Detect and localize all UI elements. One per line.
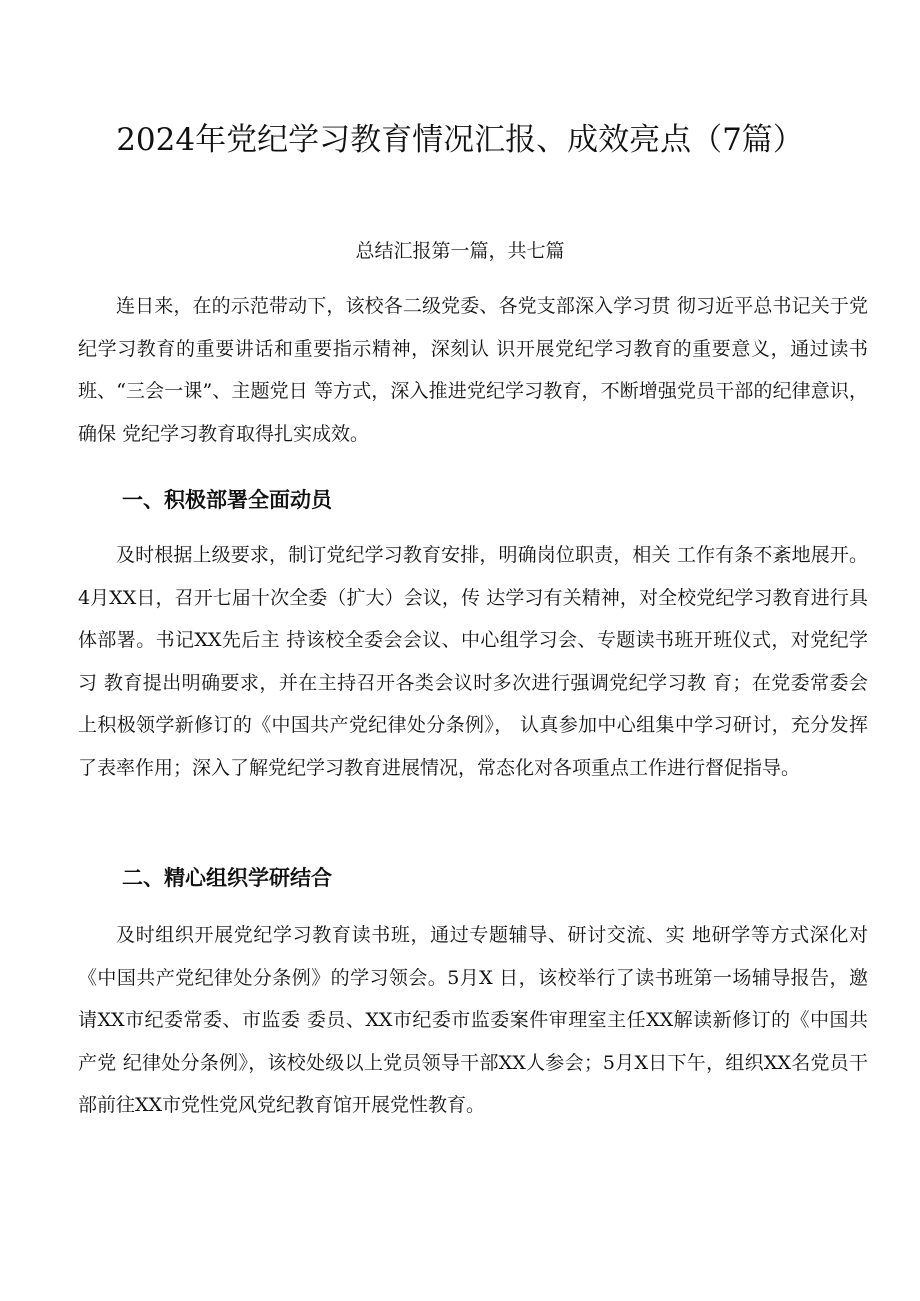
page-title: 2024年党纪学习教育情况汇报、成效亮点（7篇）: [116, 122, 804, 158]
section-heading-2: 二、精心组织学研结合: [122, 866, 332, 890]
section-heading-1: 一、积极部署全面动员: [122, 488, 332, 512]
document-subtitle: 总结汇报第一篇，共七篇: [355, 240, 565, 262]
section-paragraph-1: 及时根据上级要求，制订党纪学习教育安排，明确岗位职责，相关 工作有条不紊地展开。4月XX日，召开七届十次全委（扩大）会议，传 达学习有关精神，对全校党纪学习教育进行具体部署。书记XX先后主 持该校全委会会议、中心组学习会、专题读书班开班仪式，对党纪学习 教育提出明确要求，并在主持召开各类会议时多次进行强调党纪学习教 育；在党委常委会上积极领学新修订的《中国共产党纪律处分条例》， 认真参加中心组集中学习研讨，充分发挥了表率作用；深入了解党纪学习教育进展情况，常态化对各项重点工作进行督促指导。: [78, 544, 868, 779]
section-paragraph-2: 及时组织开展党纪学习教育读书班，通过专题辅导、研讨交流、实 地研学等方式深化对《中国共产党纪律处分条例》的学习领会。5月X 日，该校举行了读书班第一场辅导报告，邀请XX市纪委常委、市监委 委员、XX市纪委市监委案件审理室主任XX解读新修订的《中国共产党 纪律处分条例》，该校处级以上党员领导干部XX人参会；5月X日下午，组织XX名党员干部前往XX市党性党风党纪教育馆开展党性教育。: [78, 924, 868, 1117]
intro-paragraph: 连日来，在的示范带动下，该校各二级党委、各党支部深入学习贯 彻习近平总书记关于党纪学习教育的重要讲话和重要指示精神，深刻认 识开展党纪学习教育的重要意义，通过读书班、“三会一课”、主题党日 等方式，深入推进党纪学习教育，不断增强党员干部的纪律意识，确保 党纪学习教育取得扎实成效。: [78, 295, 868, 445]
